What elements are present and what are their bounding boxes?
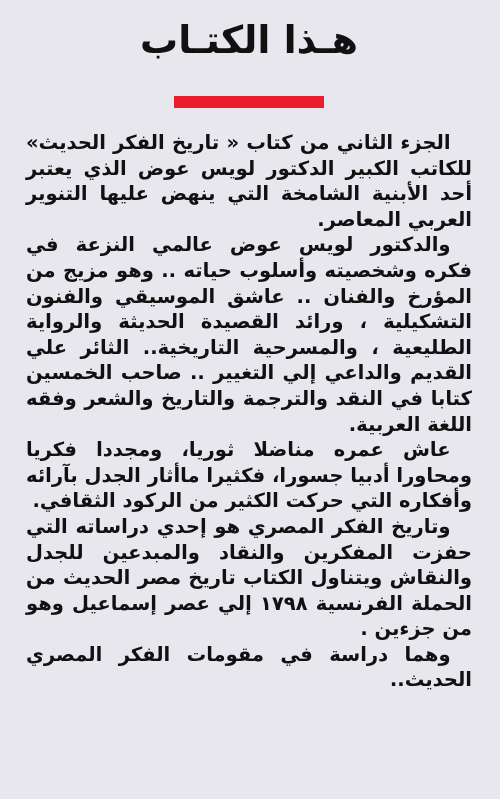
paragraph-book-scope: وتاريخ الفكر المصري هو إحدي دراساته التي حفزت المفكرين والنقاد والمبدعين للجدل والنقاش ويتناول الكتاب تاريخ مصر الحديث من الحملة الفرنسية ١٧٩٨ إلي عصر إسماعيل وهو من جزءين . [26, 514, 472, 641]
paragraph-author-profile: والدكتور لويس عوض عالمي النزعة في فكره وشخصيته وأسلوب حياته .. وهو مزيج من المؤرخ والفنان .. عاشق الموسيقي والفنون التشكيلية ، ورائد القصيدة الحديثة والرواية الطليعية ، والمسرحية التاريخية.. الثائر علي القديم والداعي إلي التغيير .. صاحب الخمسين كتابا في النقد والترجمة والتاريخ والشعر وفقه اللغة العربية. [26, 233, 472, 436]
paragraph-author-life: عاش عمره مناضلا ثوريا، ومجددا فكريا ومحاورا أدبيا جسورا، فكثيرا ماأثار الجدل بآرائه وأفكاره التي حركت الكثير من الركود الثقافي. [26, 438, 472, 513]
title-underline-bar [174, 96, 324, 108]
paragraph-closing: وهما دراسة في مقومات الفكر المصري الحديث.. [26, 642, 472, 692]
article-body [26, 130, 472, 693]
paragraph-intro: الجزء الثاني من كتاب « تاريخ الفكر الحديث» للكاتب الكبير الدكتور لويس عوض الذي يعتبر أحد الأبنية الشامخة التي ينهض عليها التنوير العربي المعاصر. [26, 131, 472, 231]
page-title: هـذا الكتـاب [140, 18, 358, 62]
